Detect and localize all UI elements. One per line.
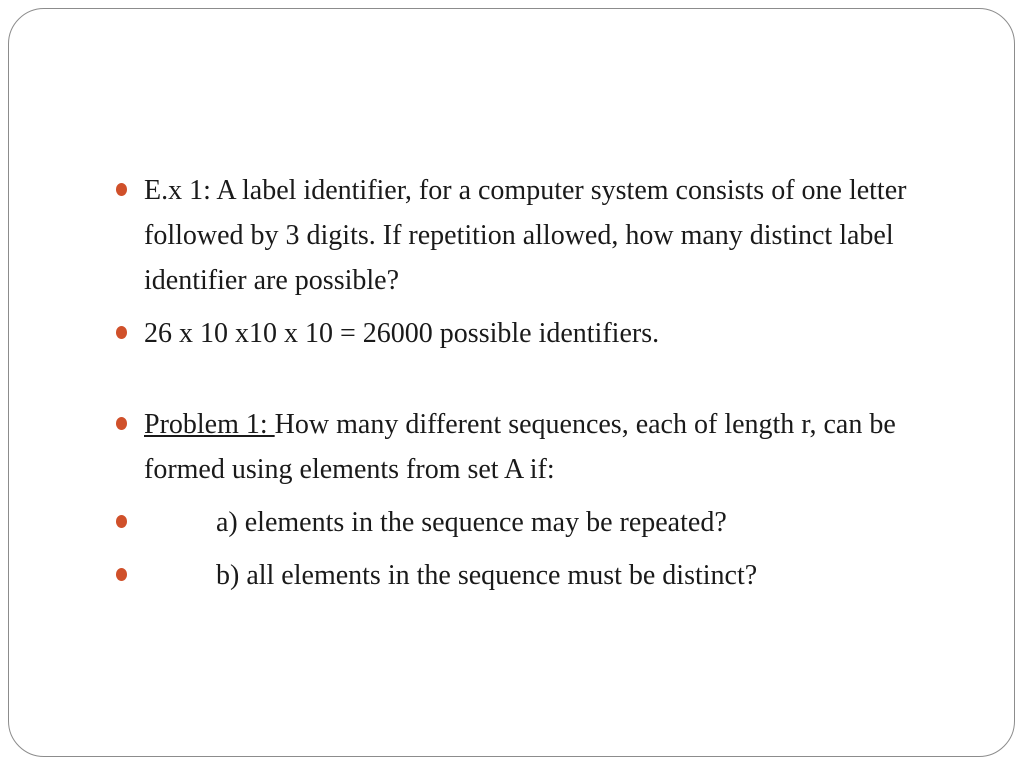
bullet-text: E.x 1: A label identifier, for a computer system consists of one letter followed by 3 digits. If repetition allowed, how many distinct label identifier are possible? [144,175,907,296]
bullet-text: 26 x 10 x10 x 10 = 26000 possible identifiers. [144,318,660,349]
bullet-list [112,168,952,598]
bullet-text: b) all elements in the sequence must be distinct? [216,560,758,591]
bullet-item-example [112,168,952,303]
bullet-dot-icon [116,568,127,581]
spacer [112,356,952,402]
bullet-text: How many different sequences, each of length r, can be formed using elements from set A if: [144,409,896,485]
bullet-text: a) elements in the sequence may be repeated? [216,507,727,538]
bullet-dot-icon [116,515,127,528]
bullet-item-part-a [112,500,952,545]
bullet-item-part-b [112,553,952,598]
bullet-item-answer [112,311,952,356]
problem-label: Problem 1: [144,409,275,440]
bullet-dot-icon [116,183,127,196]
bullet-dot-icon [116,417,127,430]
bullet-dot-icon [116,326,127,339]
bullet-item-problem [112,402,952,492]
